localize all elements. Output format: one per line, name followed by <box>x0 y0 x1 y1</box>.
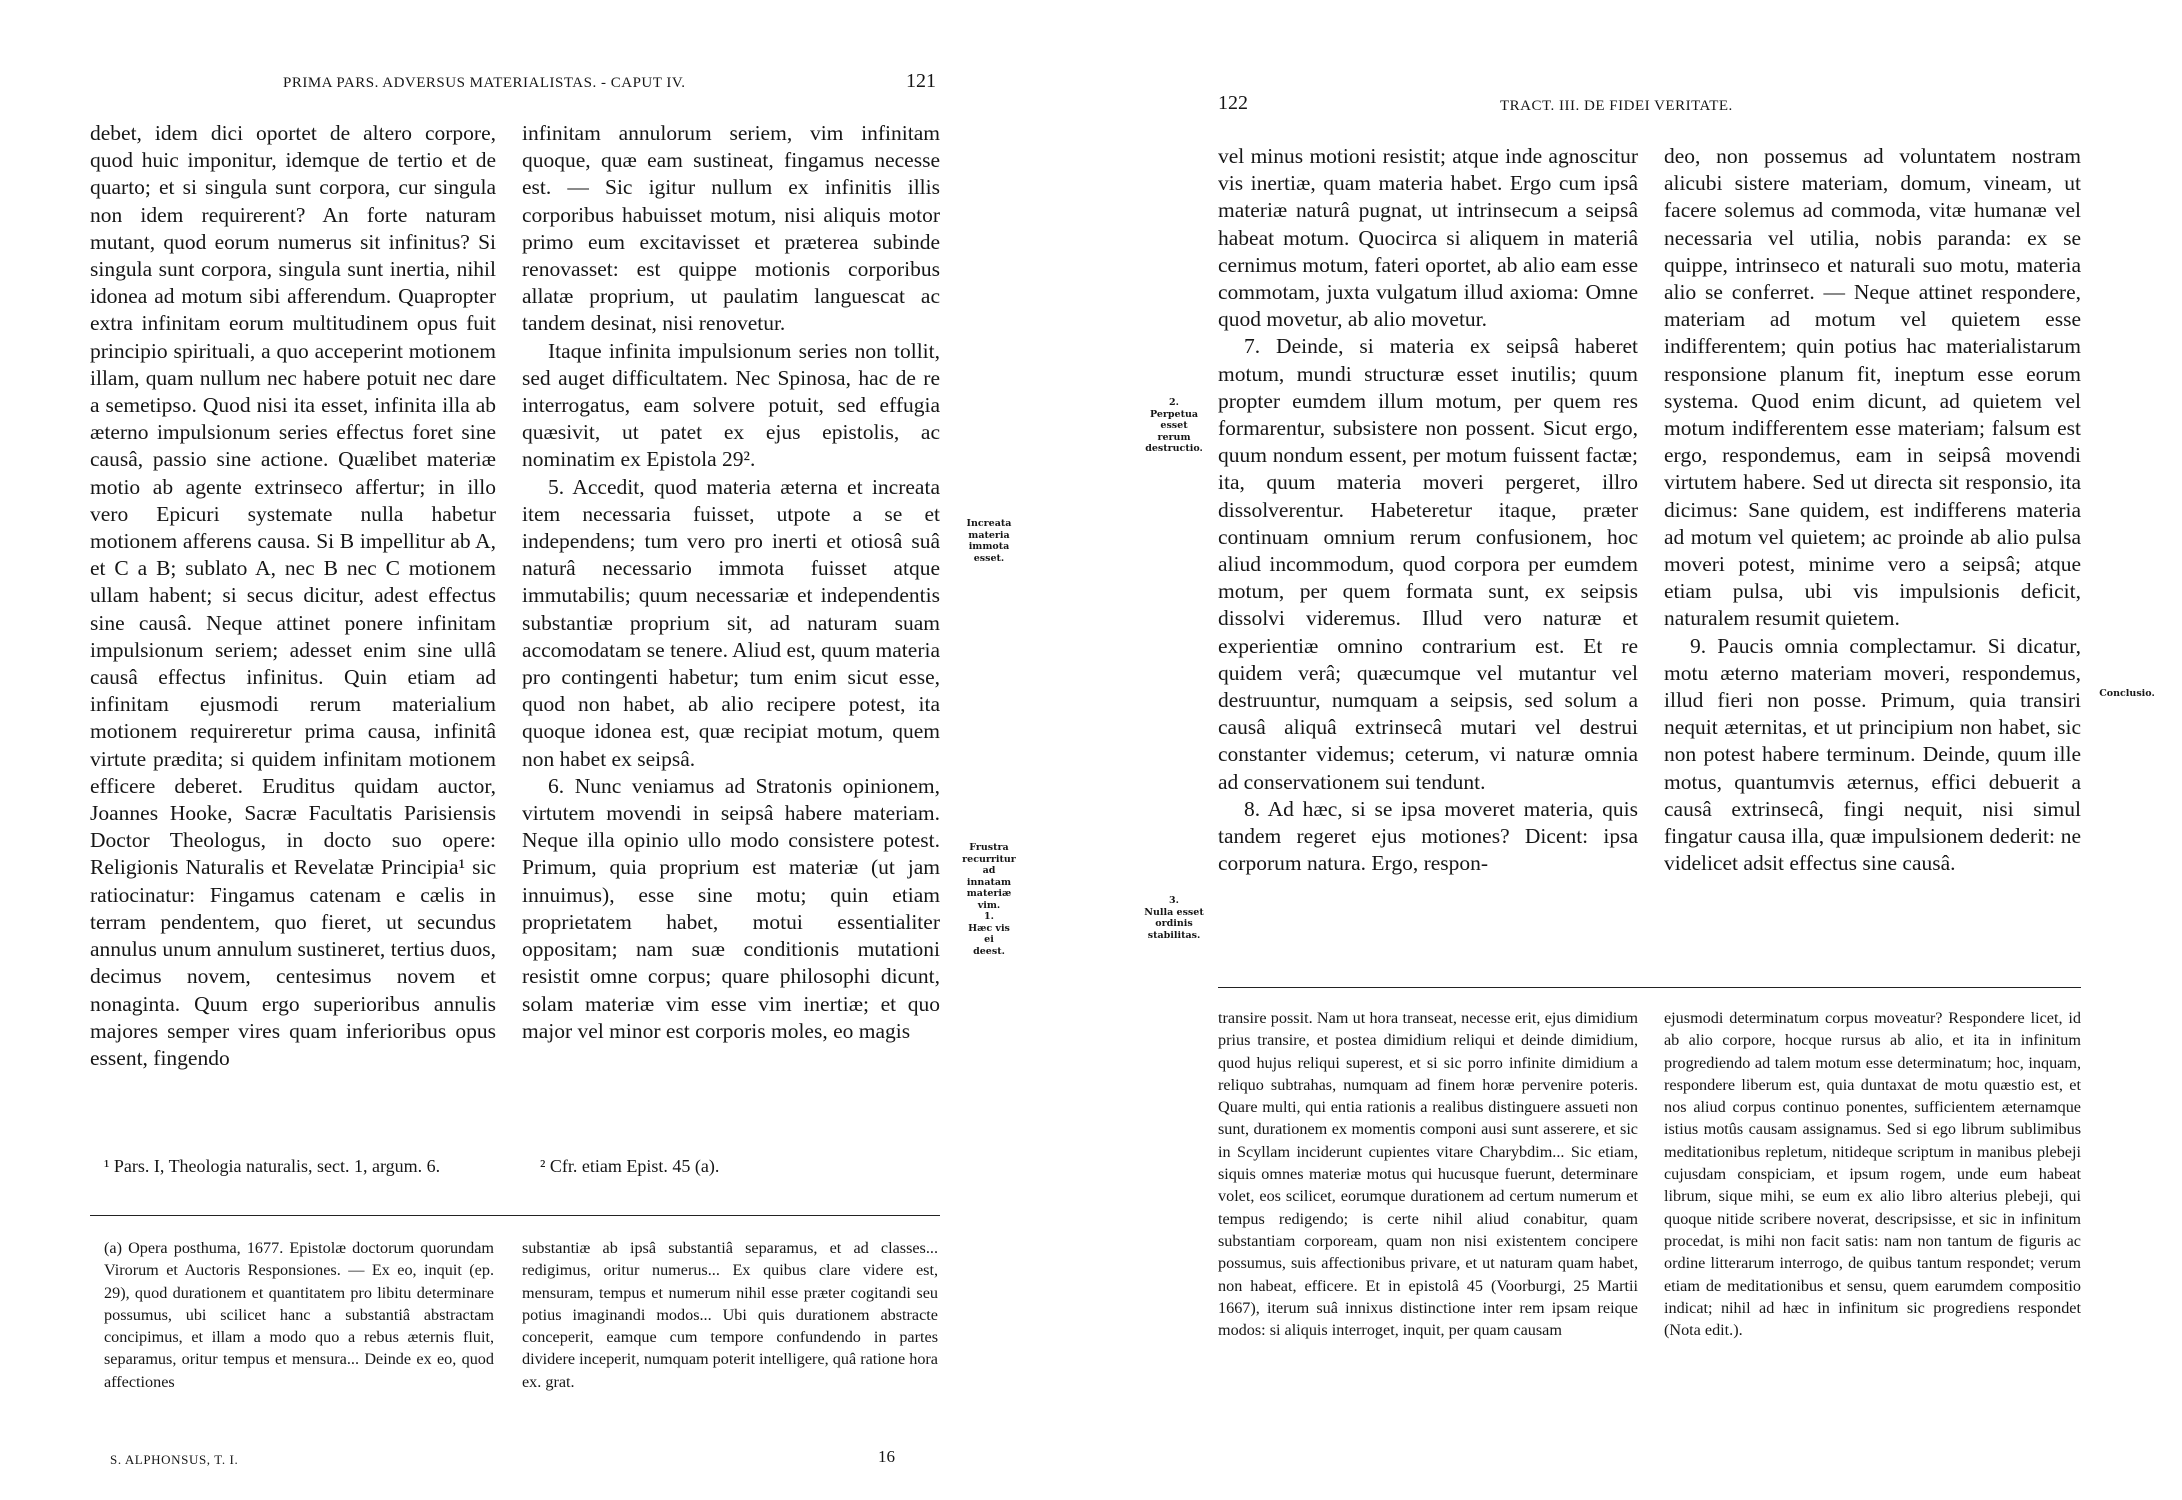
paragraph: vel minus motioni resistit; atque inde agnoscitur vis inertiæ, quam materia habet. Ergo cum ipsâ materiæ naturâ pugnat, ut intrinsecum a seipsâ habeat motum. Quocirca si aliquem in materiâ cernimus motum, fateri oportet, ab alio eam esse commotam, juxta vulgatum illud axioma: Omne quod movetur, ab alio movetur. <box>1218 144 1638 332</box>
paragraph-section-8: 8. Ad hæc, si se ipsa moveret materia, quis tandem regeret ejus motiones? Dicent: ipsa corporum natura. Ergo, respon- <box>1218 796 1638 876</box>
page-number: 121 <box>906 70 936 92</box>
paragraph: debet, idem dici oportet de altero corpore, quod huic imponitur, idemque de tertio et de quarto; et si singula sunt corpora, cur singula non idem requirerent? An forte naturam mutant, quod eorum numerus sit infinitus? Si singula sunt corpora, singula sunt inertia, nihil idonea ad motum sibi afferendum. Quapropter extra infinitam eorum multitudinem opus fuit principio spirituali, a quo acceperint motionem illam, quam nullum nec habere potuit nec dare a semetipso. Quod nisi ita esset, infinita illa ab æterno impulsionum series effectus foret sine causâ, passio sine actione. Quælibet materiæ motio ab agente extrinseco affertur; in illo vero Epicuri systemate nulla habetur motionem afferens causa. Si B impellitur ab A, et C a B; sublato A, nec B nec C motionem ullam habent; si secus dicitur, adest effectus sine causâ. Neque attinet ponere infinitam impulsionum seriem; adesset enim sine ullâ causâ effectus infinitus. Quin etiam ad infinitam ejusmodi rerum materialium motionem requireretur prima causa, infinitâ virtute prædita; si quidem infinitam motionem efficere deberet. Eruditus quidam auctor, Joannes Hooke, Sacræ Facultatis Parisiensis Doctor Theologus, in docto suo opere: Religionis Naturalis et Revelatæ Principia¹ sic ratiocinatur: Fingamus catenam e cælis in terram pendentem, quo fieret, ut secundus annulus unum annulum sustineret, tertius duos, decimus novem, centesimus novem et nonaginta. Quum ergo superioribus annulis majores semper vires quam inferioribus opus essent, fingendo <box>90 121 496 1070</box>
margin-note: 2. Perpetua esset rerum destructio. <box>1145 397 1203 454</box>
text-column-2 <box>522 120 940 1045</box>
editorial-note-column-2: substantiæ ab ipsâ substantiâ separamus, et ad classes... redigimus, oritur numerus... Ex quibus clare videre est, mensuram, tempus et numerum nihil esse præter cogitandi seu potius imaginandi modos... Ubi quis durationem abstracte conceperit, eamque cum tempore confundendo in partes dividere inceperit, numquam poterit intelligere, quâ ratione hora ex. grat. <box>522 1239 938 1391</box>
margin-note: 3. Nulla esset ordinis stabilitas. <box>1144 895 1204 941</box>
paragraph: Itaque infinita impulsionum series non tollit, sed auget difficultatem. Nec Spinosa, hac de re interrogatus, eam solvere potuit, sed effugia quæsivit, ut patet ex ejus epistolis, ac nominatim ex Epistola 29². <box>522 338 940 472</box>
text-column-1 <box>1218 143 1638 877</box>
sheet-number: 16 <box>878 1447 895 1466</box>
paragraph-section-9: 9. Paucis omnia complectamur. Si dicatur, motu æterno materiam moveri, respondemus, illud fieri non posse. Primum, quia transiri nequit æternitas, et ut principium non habet, sic non potest habere terminum. Deinde, quum ille motus, quantumvis æternus, effici debuerit a causâ extrinsecâ, fingi nequit, nisi simul fingatur causa illa, quæ impulsionem dederit: ne videlicet adsit effectus sine causâ. <box>1664 633 2081 876</box>
right-page <box>1091 0 2182 1500</box>
editorial-note-column-1: (a) Opera posthuma, 1677. Epistolæ doctorum quorundam Virorum et Auctoris Responsiones. — Ex eo, inquit (ep. 29), quod durationem et quantitatem pro libitu determinare possumus, ubi scilicet hanc a substantiâ abstractam concipimus, et illam a modo quo a rebus æternis fluit, separamus, oritur tempus et mensura... Deinde ex eo, quod affectiones <box>104 1239 494 1391</box>
text-column-1 <box>90 120 496 1072</box>
paragraph-section-7: 7. Deinde, si materia ex seipsâ haberet motum, mundi structuræ esset inutilis; quum propter eumdem illum motum, per quem res formarentur, subsistere non possent. Sicut ergo, quum nondum essent, per motum fuissent factæ; ita, quum materia moveri pergeret, illro dissolverentur. Habeteretur itaque, præter continuam omnium rerum confusionem, hoc aliud incommodum, quod corpora per eumdem motum, per quem formata sunt, ex seipsis dissolvi videremus. Illud vero naturæ et experientiæ omnino contrarium est. Et re quidem verâ; quæcumque vel mutantur vel destruuntur, numquam a seipsis, sed solum a causâ aliquâ extrinsecâ mutari vel destrui constanter videmus; ceterum, vi naturæ omnia ad conservationem sui tendunt. <box>1218 334 1638 794</box>
paragraph-section-5: 5. Accedit, quod materia æterna et increata item necessaria fuisset, utpote a se et independens; tum vero pro inerti et otiosâ suâ naturâ necessario immota fuisset atque immutabilis; quum necessariæ et independentis substantiæ proprium sit, ad naturam suam accomodatam se tenere. Aliud est, quum materia pro contingenti habetur; tum enim sicut esse, quod non habet, ab alio recipere potest, ita quoque idonea est, quæ recipiat motum, quem non habet ex seipsâ. <box>522 474 940 771</box>
running-head: PRIMA PARS. ADVERSUS MATERIALISTAS. - CAPUT IV. <box>283 75 686 91</box>
footnote: ¹ Pars. I, Theologia naturalis, sect. 1, argum. 6. <box>104 1156 441 1176</box>
editorial-note-column-1: transire possit. Nam ut hora transeat, necesse erit, ejus dimidium prius transire, et postea dimidium reliqui et deinde dimidium, quod hujus reliqui superest, et si sic porro infinite dimidium a reliquo subtrahas, numquam ad finem horæ pervenire poteris. Quare multi, qui entia rationis a realibus distinguere assueti non sunt, durationem ex momentis componi ausi sunt asserere, et sic in Scyllam inciderunt cupientes vitare Charybdim... Sic etiam, siquis omnes materiæ motus qui hucusque fuerunt, determinare volet, eos scilicet, eorumque durationem ad certum numerum et tempus redigendo; is certe nihil aliud conabitur, quam substantiam corpoream, quam non nisi existentem concipere possumus, suis affectionibus privare, et ut naturam quam habet, non habeat, efficere. Et in epistolâ 45 (Voorburgi, 25 Martii 1667), iterum suâ innixus distinctione inter rem ipsam reique modos: si aliquis interroget, inquit, per quam causam <box>1218 1009 1638 1340</box>
paragraph: deo, non possemus ad voluntatem nostram alicubi sistere materiam, domum, vineam, ut facere solemus ad commoda, vitæ humanæ vel necessaria vel utilia, nobis paranda: ex se quippe, intrinseco et naturali suo motu, materia alio se conferret. — Neque attinet respondere, materiam ad motum vel quietem esse indifferentem; quin potius hac materialistarum responsione planum fit, ineptum esse eorum systema. Quod enim dicunt, ad quietem vel motum indifferentem esse materiam; falsum est ergo, respondemus, eam in seipsâ movendi virtutem habere. Sed ut directa sit responsio, ita dicimus: Sane quidem, est indifferens materia ad motum vel quietem; ac proinde ab alio pulsa moveri potest, minime vero a seipsâ; atque etiam pulsa, ubi vis impulsionis deficit, naturalem resumit quietem. <box>1664 144 2081 631</box>
running-head: TRACT. III. DE FIDEI VERITATE. <box>1500 98 1733 114</box>
paragraph-section-6: 6. Nunc veniamus ad Stratonis opinionem, virtutem movendi in seipsâ habere materiam. Neque illa opinio ullo modo consistere potest. Primum, quia proprium est materiæ (ut jam innuimus), esse sine motu; quin etiam proprietatem habet, motui essentialiter oppositam; nam suæ conditionis mutationi resistit omne corpus; quare philosophi dicunt, solam materiæ vim esse vim inertiæ; et quo major vel minor est corporis moles, eo magis <box>522 773 940 1043</box>
footnote: ² Cfr. etiam Epist. 45 (a). <box>540 1156 720 1176</box>
divider <box>1218 987 2081 988</box>
page-number: 122 <box>1218 92 1248 114</box>
divider <box>90 1215 940 1216</box>
text-column-2 <box>1664 143 2081 877</box>
margin-note: Conclusio. <box>2099 688 2155 699</box>
editorial-note-column-2: ejusmodi determinatum corpus moveatur? Respondere licet, id ab alio corpore, hocque rursus ab alio, et ita in infinitum progrediendo ad talem motum esse determinatum; hoc, inquam, respondere liberum est, quia duntaxat de motu quæstio est, et nos aliud corpus continuo ponentes, sufficientem æternamque istius motûs causam assignamus. Sed si ego librum sublimibus meditationibus repletum, nitideque scriptum in manibus plebeji cujusdam conspiciam, et ipsum rogem, unde eum habeat librum, sique mihi, se eum ex alio libro alterius plebeji, qui quoque nitide scribere noverat, descripsisse, et sic in infinitum procedat, is mihi non facit satis: nam non tantum de figuris ac ordine litterarum interrogo, de quibus tantum respondet; verum etiam de meditationibus et sensu, quem earumdem compositio indicat; nihil ad hæc in infinitum sic progrediens respondet (Nota edit.). <box>1664 1009 2081 1340</box>
margin-note: Increata materia immota esset. <box>966 518 1012 564</box>
signature-mark: S. ALPHONSUS, T. I. <box>110 1452 239 1467</box>
margin-note: Frustra recurritur ad innatam materiæ vim. 1. Hæc vis ei deest. <box>962 842 1016 957</box>
paragraph: infinitam annulorum seriem, vim infinitam quoque, quæ eam sustineat, fingamus necesse est. — Sic igitur nullum ex infinitis illis corporibus habuisset motum, nisi aliquis motor primo eum excitavisset et præterea subinde renovasset: est quippe motionis corporibus allatæ proprium, ut paulatim languescat ac tandem desinat, nisi renovetur. <box>522 121 940 336</box>
